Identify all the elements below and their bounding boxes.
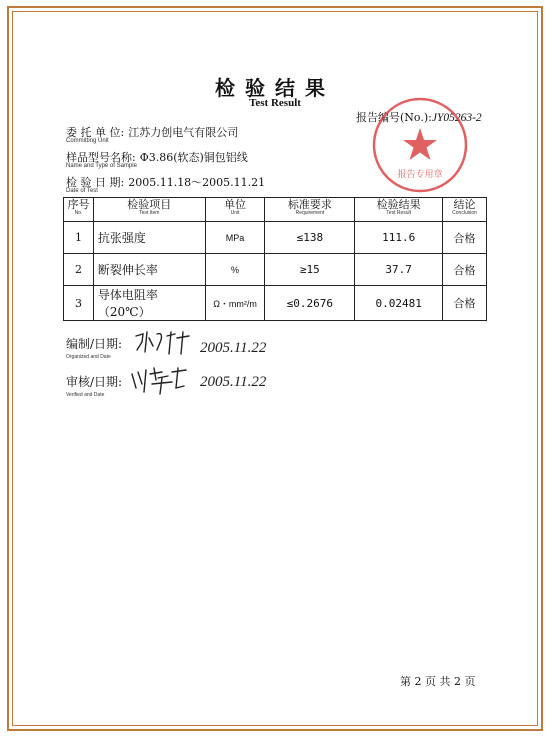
page-number: 第 2 页 共 2 页 [400, 675, 476, 688]
row-result: 0.02481 [355, 286, 443, 321]
sample-label: 样品型号名称: [66, 151, 136, 164]
header-conclusion: 结论 Conclusion [443, 198, 487, 222]
sample-label-en: Name and Type of Sample [66, 163, 137, 169]
row-unit: % [205, 254, 265, 286]
row-item: 断裂伸长率 [93, 254, 205, 286]
date-value: 2005.11.18～2005.11.21 [128, 176, 266, 189]
date-label: 检 验 日 期: [66, 176, 125, 189]
table-row [64, 286, 487, 321]
header-unit: 单位 Unit [205, 198, 265, 222]
verified-date: 2005.11.22 [200, 374, 267, 390]
row-conclusion: 合格 [443, 254, 487, 286]
row-conclusion: 合格 [443, 222, 487, 254]
header-requirement: 标准要求 Requirement [265, 198, 355, 222]
organized-date: 2005.11.22 [200, 340, 267, 356]
row-no: 2 [64, 254, 94, 286]
official-seal [370, 95, 470, 195]
organized-label: 编制/日期: Organized and Date [66, 337, 123, 360]
client-label: 委 托 单 位: [66, 126, 125, 139]
page-subtitle: Test Result [249, 97, 301, 109]
header-no: 序号 No. [64, 198, 94, 222]
seal-text: 报告专用章 [397, 170, 443, 180]
row-item: 抗张强度 [93, 222, 205, 254]
organizer-signature [133, 328, 193, 358]
table-header-row [64, 198, 487, 222]
verified-label: 审核/日期: Verified and Date [66, 375, 123, 398]
report-number-label: 报告编号(No.): [356, 111, 432, 124]
row-requirement: ≥15 [265, 254, 355, 286]
client-label-en: Committing Unit [66, 138, 109, 144]
row-requirement: ≤0.2676 [265, 286, 355, 321]
row-requirement: ≤138 [265, 222, 355, 254]
row-result: 111.6 [355, 222, 443, 254]
row-conclusion: 合格 [443, 286, 487, 321]
row-unit: MPa [205, 222, 265, 254]
verifier-signature [128, 364, 192, 396]
report-number-value: JY05263-2 [431, 112, 482, 124]
client-value: 江苏力创电气有限公司 [128, 126, 239, 139]
row-item: 导体电阻率 （20℃） [93, 286, 205, 321]
sample-field [66, 149, 248, 169]
sample-value: Φ3.86(软态)铜包铝线 [139, 151, 248, 164]
row-no: 3 [64, 286, 94, 321]
results-table [63, 197, 487, 321]
client-field [66, 124, 239, 144]
row-result: 37.7 [355, 254, 443, 286]
row-no: 1 [64, 222, 94, 254]
row-unit: Ω・mm²/m [205, 286, 265, 321]
svg-text:⠀: ⠀ [376, 134, 386, 141]
table-row [64, 254, 487, 286]
page-title: 检验结果 [215, 76, 335, 100]
date-label-en: Date of Test [66, 188, 98, 194]
header-item: 检验项目 Test Item [93, 198, 205, 222]
table-row [64, 222, 487, 254]
header-result: 检验结果 Test Result [355, 198, 443, 222]
date-field [66, 174, 266, 194]
